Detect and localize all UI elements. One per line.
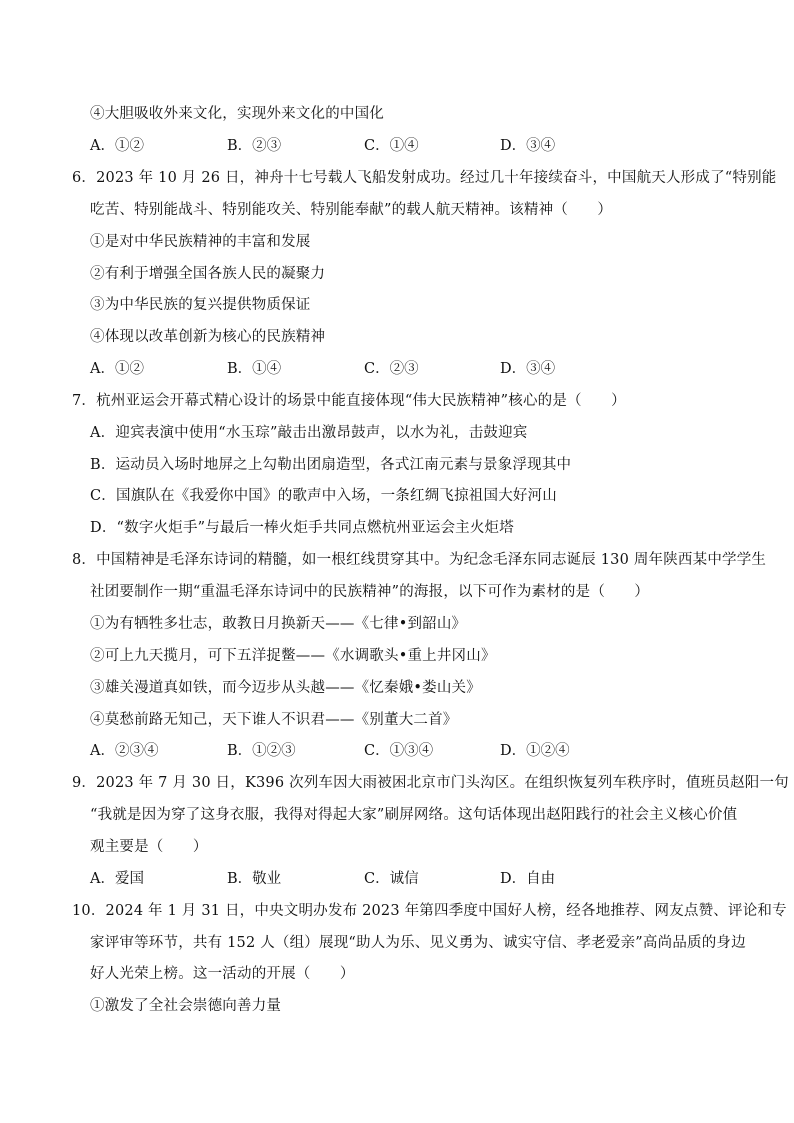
q6-item-2: ②有利于增强全国各族人民的凝聚力 [90,266,326,282]
q10-item-1: ①激发了全社会崇德向善力量 [90,998,282,1014]
q8-option-c: C．①③④ [364,743,434,759]
q6-option-a: A．①② [90,361,144,377]
q6-stem-line-1: 6．2023 年 10 月 26 日，神舟十七号载人飞船发射成功。经过几十年接续奋斗，中国航天人形成了“特别能 [72,170,777,186]
q9-stem-line-1: 9．2023 年 7 月 30 日，K396 次列车因大雨被困北京市门头沟区。在组织恢复列车秩序时，值班员赵阳一句 [72,775,789,791]
q6-item-4: ④体现以改革创新为核心的民族精神 [90,329,326,345]
q9-option-b: B．敬业 [227,871,282,887]
q8-item-2: ②可上九天揽月，可下五洋捉鳖——《水调歌头•重上井冈山》 [90,648,496,664]
q8-option-a: A．②③④ [90,743,159,759]
q10-stem-line-3: 好人光荣上榜。这一活动的开展（ ） [90,966,355,982]
q5-option-c: C．①④ [364,138,419,154]
q10-stem-line-1: 10．2024 年 1 月 31 日，中央文明办发布 2023 年第四季度中国好人榜，经各地推荐、网友点赞、评论和专 [72,903,787,919]
q7-option-b: B．运动员入场时地屏之上勾勒出团扇造型，各式江南元素与景象浮现其中 [90,457,572,473]
q7-option-c: C．国旗队在《我爱你中国》的歌声中入场，一条红绸飞掠祖国大好河山 [90,488,557,504]
q8-item-3: ③雄关漫道真如铁，而今迈步从头越——《忆秦娥•娄山关》 [90,680,481,696]
q9-stem-line-2: “我就是因为穿了这身衣服，我得对得起大家”刷屏网络。这句话体现出赵阳践行的社会主义核心价值 [90,807,738,823]
q6-stem-line-2: 吃苦、特别能战斗、特别能攻关、特别能奉献”的载人航天精神。该精神（ ） [90,202,613,218]
q10-stem-line-2: 家评审等环节，共有 152 人（组）展现“助人为乐、见义勇为、诚实守信、孝老爱亲”高尚品质的身边 [90,935,746,951]
q5-item-4: ④大胆吸收外来文化，实现外来文化的中国化 [90,106,384,122]
q9-option-a: A．爱国 [90,871,144,887]
q7-stem-line-1: 7．杭州亚运会开幕式精心设计的场景中能直接体现“伟大民族精神”核心的是（ ） [72,393,626,409]
q8-item-1: ①为有牺牲多壮志，敢教日月换新天——《七律•到韶山》 [90,616,467,632]
q6-item-3: ③为中华民族的复兴提供物质保证 [90,297,311,313]
q9-stem-line-3: 观主要是（ ） [90,839,208,855]
q9-option-d: D．自由 [500,871,556,887]
q5-option-a: A．①② [90,138,144,154]
q8-option-b: B．①②③ [227,743,296,759]
q7-option-a: A．迎宾表演中使用“水玉琮”敲击出激昂鼓声，以水为礼，击鼓迎宾 [90,425,528,441]
q6-option-b: B．①④ [227,361,282,377]
q8-option-d: D．①②④ [500,743,570,759]
q6-option-c: C．②③ [364,361,419,377]
q5-option-b: B．②③ [227,138,282,154]
q8-item-4: ④莫愁前路无知己，天下谁人不识君——《别董大二首》 [90,712,458,728]
q5-option-d: D．③④ [500,138,556,154]
q8-stem-line-1: 8．中国精神是毛泽东诗词的精髓，如一根红线贯穿其中。为纪念毛泽东同志诞辰 130 周年陕西某中学学生 [72,552,767,568]
q6-item-1: ①是对中华民族精神的丰富和发展 [90,234,311,250]
q6-option-d: D．③④ [500,361,556,377]
q8-stem-line-2: 社团要制作一期“重温毛泽东诗词中的民族精神”的海报，以下可作为素材的是（ ） [90,584,650,600]
q7-option-d: D．“数字火炬手”与最后一棒火炬手共同点燃杭州亚运会主火炬塔 [90,520,514,536]
q9-option-c: C．诚信 [364,871,419,887]
